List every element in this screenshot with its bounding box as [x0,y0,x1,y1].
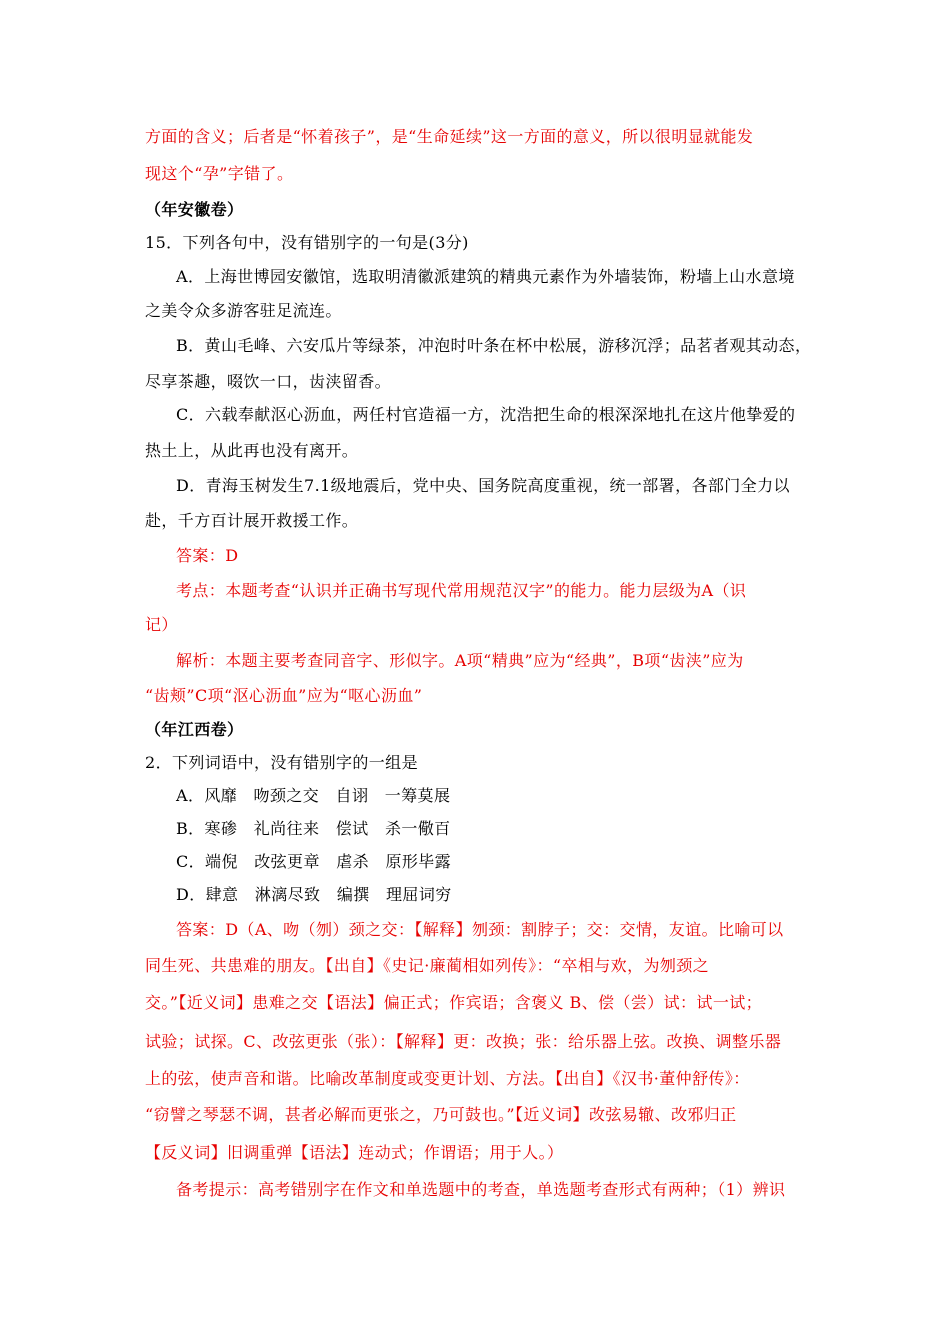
question-2: 2．下列词语中，没有错别字的一组是 [145,753,418,772]
q2-answer-line-4: 试验；试探。C、改弦更张（张）：【解释】更：改换；张：给乐器上弦。改换、调整乐器 [145,1032,782,1051]
exam-point-line-2: 记） [145,615,178,634]
q2-option-d: D．肆意 淋漓尽致 编撰 理屈词穷 [176,885,452,904]
analysis-line-2: “齿颊”C项“沤心沥血”应为“呕心沥血” [145,686,423,705]
analysis-line-1: 解析：本题主要考查同音字、形似字。A项“精典”应为“经典”，B项“齿浃”应为 [176,651,744,670]
option-b-line-1: B．黄山毛峰、六安瓜片等绿茶，冲泡时叶条在杯中松展，游移沉浮；品茗者观其动态， [176,336,812,355]
option-c-line-1: C．六载奉献沤心沥血，两任村官造福一方，沈浩把生命的根深深地扎在这片他挚爱的 [176,405,796,424]
q2-option-a: A．风靡 吻颈之交 自诩 一筹莫展 [176,786,451,805]
q2-answer-line-3: 交。”【近义词】患难之交【语法】偏正式；作宾语；含褒义 B、偿（尝）试：试一试； [145,993,763,1012]
intro-line-1: 方面的含义；后者是“怀着孩子”，是“生命延续”这一方面的意义，所以很明显就能发 [145,127,754,146]
exam-point-line-1: 考点：本题考查“认识并正确书写现代常用规范汉字”的能力。能力层级为A（识 [176,581,747,600]
option-a-line-2: 之美令众多游客驻足流连。 [145,301,342,320]
intro-line-2: 现这个“孕”字错了。 [145,164,294,183]
option-a-line-1: A．上海世博园安徽馆，选取明清徽派建筑的精典元素作为外墙装饰，粉墙上山水意境 [176,267,795,286]
q2-option-b: B．寒碜 礼尚往来 偿试 杀一儆百 [176,819,451,838]
q2-answer-line-7: 【反义词】旧调重弹【语法】连动式；作谓语；用于人。） [145,1143,564,1162]
q2-answer-line-2: 同生死、共患难的朋友。【出自】《史记·廉蔺相如列传》：“卒相与欢，为刎颈之 [145,956,710,975]
option-d-line-1: D．青海玉树发生7.1级地震后，党中央、国务院高度重视，统一部署，各部门全力以 [176,476,790,495]
exam-tip: 备考提示：高考错别字在作文和单选题中的考查，单选题考查形式有两种；（1）辨识 [176,1180,786,1199]
option-c-line-2: 热土上，从此再也没有离开。 [145,441,359,460]
option-d-line-2: 赴，千方百计展开救援工作。 [145,511,359,530]
q2-answer-line-5: 上的弦，使声音和谐。比喻改革制度或变更计划、方法。【出自】《汉书·董仲舒传》： [145,1069,750,1088]
answer-15: 答案：D [176,546,239,565]
q2-answer-line-6: “窃譬之琴瑟不调，甚者必解而更张之，乃可鼓也。”【近义词】改弦易辙、改邪归正 [145,1105,737,1124]
section-header-jiangxi: （年江西卷） [145,720,244,739]
question-15: 15．下列各句中，没有错别字的一句是(3分) [145,233,469,252]
option-b-line-2: 尽享茶趣，啜饮一口，齿浃留香。 [145,372,392,391]
q2-answer-line-1: 答案：D（A、吻（刎）颈之交：【解释】刎颈：割脖子；交：交情，友谊。比喻可以 [176,920,784,939]
section-header-anhui: （年安徽卷） [145,200,244,219]
q2-option-c: C．端倪 改弦更章 虐杀 原形毕露 [176,852,452,871]
